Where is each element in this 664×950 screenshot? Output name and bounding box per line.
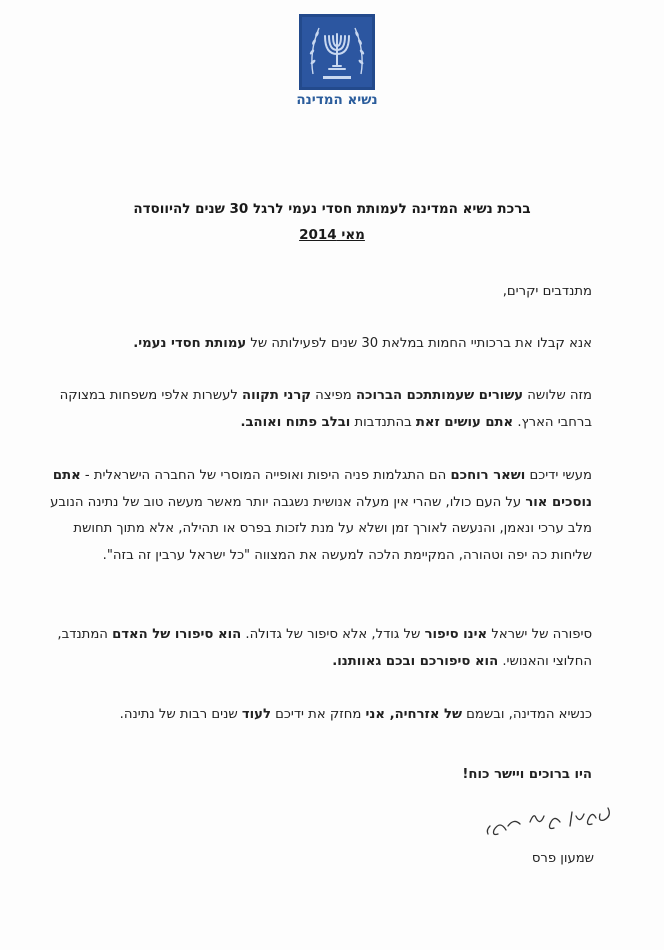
text-run: עמותת חסדי נעמי. (133, 336, 247, 351)
text-run: ושאר רוחכם (450, 468, 526, 483)
text-run: אתם עושים זאת (415, 414, 514, 430)
text-run: של גודל, אלא סיפור של גדולה. (241, 627, 425, 642)
text-run: קרני תקווה (242, 388, 311, 403)
text-run: על העם כולו, שהרי אין מעלה אנושית נשגבה יותר מאשר מעשה טוב של נתינה הנובע מלב ערכי ונאמן, והנעשה לאורך זמן ושלא על מנת לזכות בפרס או תהילה, אלא מתוך תחושת שליחות כה יפה וטהורה, המקיימת הלכה למעשה את המצווה "כל ישראל ערבין זה בזה". (50, 494, 592, 563)
letter-title: ברכת נשיא המדינה לעמותת חסדי נעמי לרגל 30 שנים להיווסדה (133, 201, 531, 217)
text-run: הם התגלמות פניה היפות ואופייה המוסרי של החברה הישראלית - (80, 468, 451, 483)
text-run: אנא קבלו את ברכותיי החמות במלאת 30 שנים לפעילותה של (246, 336, 592, 351)
text-run: אתם נוסכים אור (52, 468, 592, 510)
paragraph-5 (32, 702, 592, 729)
text-run: לעוד (241, 707, 271, 722)
paragraph-3 (32, 463, 592, 569)
text-run: בהתנדבות (350, 414, 416, 430)
paragraph-4 (32, 622, 592, 675)
text-run: המתנדב, החלוצי והאנושי. (57, 627, 592, 669)
text-run: אינו סיפור (424, 627, 488, 642)
text-run: ובלב פתוח ואוהב. (240, 414, 351, 430)
signer-name: שמעון פרס (531, 851, 594, 866)
text-run: מפיצה (310, 388, 356, 403)
paragraph-2 (32, 383, 592, 436)
paragraph-1 (32, 331, 592, 358)
presidential-emblem-icon (299, 14, 375, 90)
text-run: של אזרחיה, אני (365, 707, 462, 722)
closing-line: היו ברוכים ויישר כוח! (462, 767, 592, 782)
text-run: לעשרות אלפי משפחות במצוקה ברחבי הארץ. (59, 388, 592, 430)
text-run: שנים רבות של נתינה. (119, 707, 242, 722)
handwritten-signature-icon (480, 800, 620, 850)
greeting: מתנדבים יקרים, (502, 284, 592, 299)
text-run: הוא סיפורו של האדם (112, 627, 242, 642)
text-run: כנשיא המדינה, ובשמם (461, 707, 592, 722)
text-run: מזה שלושה (523, 388, 592, 403)
text-run: מחזק את ידיכם (270, 707, 366, 722)
text-run: מעשי ידיכם (525, 468, 592, 483)
letter-date: מאי 2014 (299, 227, 365, 243)
text-run: סיפורה של ישראל (487, 627, 592, 642)
text-run: עשורים שעמותתכם הברוכה (355, 388, 524, 403)
text-run: הוא סיפורכם ובכם גאוותנו. (332, 653, 499, 669)
office-title: נשיא המדינה (296, 92, 378, 108)
